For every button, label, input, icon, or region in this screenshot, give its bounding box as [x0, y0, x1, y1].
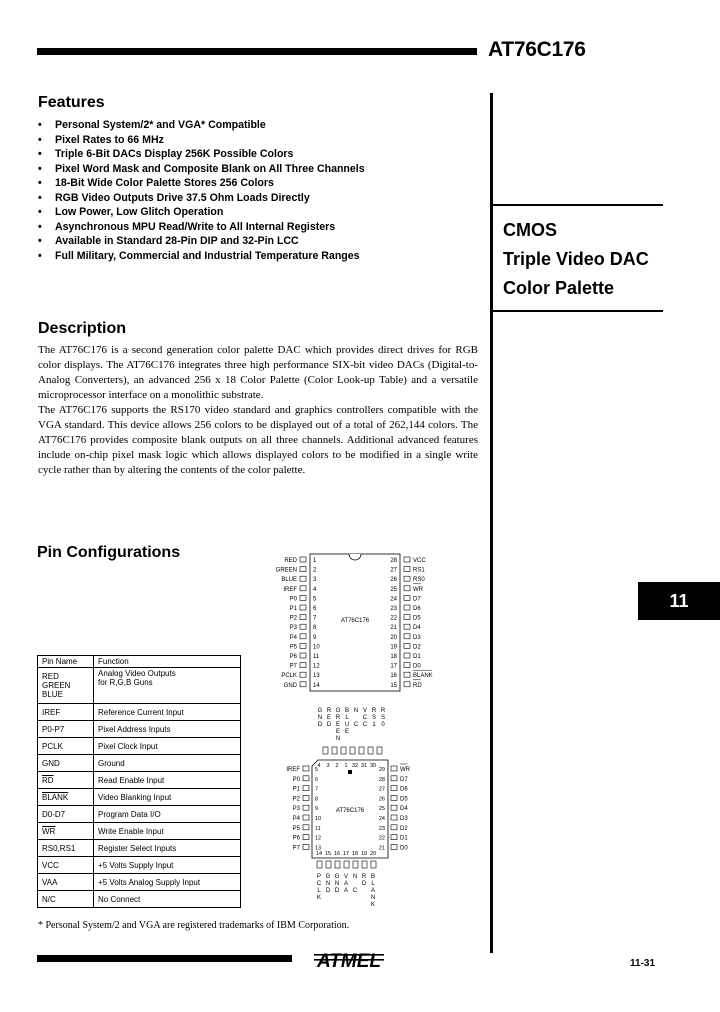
- lcc-pin-pad: [303, 766, 309, 771]
- lcc-pin-pad: [371, 861, 376, 868]
- dip-pin-number: 9: [313, 634, 317, 641]
- dip-pin-number: 24: [390, 596, 397, 603]
- lcc-chip-label: AT76C176: [335, 808, 365, 814]
- lcc-top-pin-name: E: [335, 729, 341, 735]
- lcc-top-pin-name: E: [344, 729, 350, 735]
- list-item: • Triple 6-Bit DACs Display 256K Possible Colors: [38, 147, 478, 162]
- lcc-pin-pad: [391, 835, 397, 840]
- lcc-pin-pad: [344, 861, 349, 868]
- dip-pin-pad: [300, 557, 306, 562]
- lcc-bottom-pin-name: P: [316, 874, 322, 880]
- dip-pin-number: 22: [390, 615, 397, 622]
- dip-pin-number: 8: [313, 625, 317, 632]
- list-item: • 18-Bit Wide Color Palette Stores 256 Colors: [38, 176, 478, 191]
- dip-pin-pad: [404, 634, 410, 639]
- dip-pin-name: BLANK: [413, 673, 433, 680]
- logo-text: ATMEL: [316, 951, 382, 972]
- lcc-pin-number: 27: [378, 786, 385, 793]
- footer-rule: [37, 955, 292, 962]
- lcc-pin-pad: [303, 805, 309, 810]
- lcc-index-mark: [348, 770, 352, 774]
- dip-pin-name: D7: [413, 596, 421, 603]
- lcc-pin-number: 30: [369, 763, 377, 769]
- lcc-pin-name: D3: [400, 816, 408, 822]
- dip-pin-number: 1: [313, 558, 317, 564]
- lcc-pin-name: P3: [292, 806, 300, 813]
- table-row: [38, 755, 241, 772]
- lcc-pin-pad: [391, 815, 397, 820]
- lcc-bottom-pin-name: C: [352, 888, 358, 894]
- dip-pin-name: GND: [283, 682, 297, 689]
- dip-pin-pad: [404, 643, 410, 648]
- pin-function: Video Blanking Input: [94, 789, 241, 806]
- dip-pin-pad: [300, 567, 306, 572]
- sidebar-title-line-2: Triple Video DAC: [503, 249, 649, 269]
- lcc-top-pin-name: E: [326, 715, 332, 721]
- lcc-pin-pad: [359, 747, 364, 754]
- dip-pin-name: D4: [413, 625, 421, 632]
- lcc-pin-name: D6: [400, 786, 408, 793]
- lcc-pin-pad: [391, 795, 397, 800]
- dip-pin-name: P6: [289, 654, 297, 660]
- dip-pin-name: D6: [413, 606, 421, 612]
- lcc-top-pin-name: C: [362, 722, 368, 728]
- footnote: * Personal System/2 and VGA are registered trademarks of IBM Corporation.: [38, 920, 350, 931]
- dip-pin-pad: [404, 615, 410, 620]
- lcc-pin-number: 28: [378, 776, 385, 783]
- table-header: Pin Name: [38, 656, 94, 668]
- lcc-bottom-pin-name: D: [334, 888, 340, 894]
- dip-pin-pad: [404, 682, 410, 687]
- dip-pin-pad: [404, 624, 410, 629]
- list-item: • Available in Standard 28-Pin DIP and 32-Pin LCC: [38, 234, 478, 249]
- lcc-pin-number: 8: [315, 796, 319, 803]
- lcc-pin-pad: [353, 861, 358, 868]
- dip-pin-number: 11: [313, 654, 320, 660]
- lcc-pin-number: 31: [360, 763, 368, 769]
- sidebar-rule-bottom: [493, 310, 663, 312]
- dip-pin-number: 16: [390, 673, 397, 680]
- lcc-bottom-pin-name: G: [325, 874, 331, 880]
- list-item: • Personal System/2* and VGA* Compatible: [38, 118, 478, 133]
- sidebar-divider: [490, 93, 493, 953]
- dip-pin-name: WR: [413, 586, 423, 593]
- lcc-pin-number: 17: [342, 851, 350, 857]
- lcc-pin-number: 14: [315, 851, 323, 857]
- lcc-top-pin-name: S: [380, 715, 386, 721]
- lcc-top-pin-name: U: [344, 722, 350, 728]
- dip-pin-name: RS1: [413, 567, 425, 574]
- lcc-bottom-pin-name: A: [343, 888, 349, 894]
- pin-function: Pixel Clock Input: [94, 738, 241, 755]
- lcc-top-pin-name: L: [345, 715, 349, 721]
- dip-pin-number: 3: [313, 577, 317, 584]
- lcc-bottom-pin-name: G: [334, 874, 340, 880]
- dip-pin-number: 28: [390, 558, 397, 564]
- dip-pin-pad: [404, 557, 410, 562]
- lcc-pin-number: 29: [378, 767, 385, 773]
- lcc-pin-pad: [335, 861, 340, 868]
- dip-pin-pad: [300, 653, 306, 658]
- lcc-pin-pad: [368, 747, 373, 754]
- lcc-top-pin-name: 0: [381, 722, 385, 728]
- dip-pin-pad: [404, 595, 410, 600]
- lcc-pin-pad: [391, 825, 397, 830]
- lcc-pin-pad: [303, 825, 309, 830]
- section-tab: 11: [638, 582, 720, 620]
- atmel-logo: [314, 947, 384, 972]
- lcc-pin-number: 5: [315, 767, 319, 773]
- lcc-top-pin-name: E: [335, 722, 341, 728]
- dip-chip-label: AT76C176: [340, 618, 370, 624]
- dip-pin-number: 21: [390, 625, 397, 632]
- lcc-bottom-pin-name: N: [325, 881, 331, 887]
- lcc-top-pin-name: C: [362, 715, 368, 721]
- pin-name: VCC: [38, 857, 94, 874]
- dip-pin-pad: [404, 576, 410, 581]
- pin-function: +5 Volts Supply Input: [94, 857, 241, 874]
- list-item: • RGB Video Outputs Drive 37.5 Ohm Loads Directly: [38, 191, 478, 206]
- dip-pin-name: D1: [413, 654, 421, 660]
- dip-pin-name: PCLK: [281, 673, 297, 680]
- header-rule: [37, 48, 477, 55]
- dip-pin-number: 17: [390, 663, 397, 670]
- lcc-pin-number: 20: [369, 851, 377, 857]
- description-body: [38, 343, 478, 478]
- lcc-top-pin-name: R: [335, 715, 341, 721]
- lcc-pin-number: 10: [315, 816, 322, 822]
- dip-pin-number: 19: [390, 644, 397, 651]
- dip-pin-pad: [300, 634, 306, 639]
- list-item: • Pixel Rates to 66 MHz: [38, 133, 478, 148]
- lcc-bottom-pin-name: C: [316, 881, 322, 887]
- lcc-top-pin-name: G: [335, 708, 341, 714]
- pin-name: RED GREEN BLUE: [38, 668, 94, 704]
- table-row: [38, 874, 241, 891]
- lcc-pin-name: P0: [292, 776, 300, 783]
- table-row: [38, 668, 241, 704]
- sidebar-title-line-1: CMOS: [503, 220, 557, 240]
- pin-name: RS0,RS1: [38, 840, 94, 857]
- dip-pin-name: D2: [413, 644, 421, 651]
- pin-table: [37, 655, 241, 908]
- lcc-pinout-diagram: [255, 705, 435, 920]
- lcc-pin-number: 24: [378, 816, 385, 822]
- lcc-pin-pad: [303, 844, 309, 849]
- lcc-pin-pad: [350, 747, 355, 754]
- table-row: [38, 772, 241, 789]
- lcc-pin-number: 3: [326, 763, 330, 769]
- lcc-bottom-pin-name: N: [352, 874, 358, 880]
- lcc-pin-number: 18: [351, 851, 359, 857]
- pin-function: +5 Volts Analog Supply Input: [94, 874, 241, 891]
- dip-pin-number: 14: [313, 682, 320, 689]
- lcc-bottom-pin-name: K: [316, 895, 322, 901]
- pin-function: Program Data I/O: [94, 806, 241, 823]
- features-heading: Features: [38, 94, 105, 111]
- dip-pin-name: P1: [289, 606, 297, 612]
- lcc-bottom-pin-name: A: [343, 881, 349, 887]
- lcc-pin-name: WR: [400, 767, 410, 773]
- lcc-top-pin-name: G: [317, 708, 323, 714]
- dip-pin-name: P7: [289, 663, 297, 670]
- lcc-pin-number: 19: [360, 851, 368, 857]
- pin-function: Ground: [94, 755, 241, 772]
- dip-pin-pad: [300, 595, 306, 600]
- pin-name: P0-P7: [38, 721, 94, 738]
- dip-pin-name: BLUE: [281, 577, 297, 584]
- lcc-pin-number: 2: [335, 763, 339, 769]
- dip-pin-pad: [300, 682, 306, 687]
- dip-pin-name: D0: [413, 663, 421, 670]
- dip-pin-pad: [404, 672, 410, 677]
- lcc-pin-name: IREF: [286, 767, 300, 773]
- pin-function: No Connect: [94, 891, 241, 908]
- lcc-top-pin-name: V: [362, 708, 368, 714]
- lcc-pin-pad: [391, 776, 397, 781]
- dip-pin-pad: [404, 653, 410, 658]
- lcc-top-pin-name: N: [335, 736, 341, 742]
- dip-pin-number: 25: [390, 586, 397, 593]
- pin-name: D0-D7: [38, 806, 94, 823]
- lcc-bottom-pin-name: D: [325, 888, 331, 894]
- dip-pin-name: D3: [413, 634, 421, 641]
- dip-pin-number: 26: [390, 577, 397, 584]
- lcc-pin-name: D4: [400, 806, 408, 813]
- dip-pin-name: D5: [413, 615, 421, 622]
- lcc-pin-number: 9: [315, 806, 319, 813]
- dip-pin-pad: [300, 643, 306, 648]
- table-row: [38, 857, 241, 874]
- table-row: [38, 840, 241, 857]
- pin-name: IREF: [38, 704, 94, 721]
- lcc-bottom-pin-name: D: [361, 881, 367, 887]
- dip-pin-pad: [300, 576, 306, 581]
- dip-pin-name: RED: [284, 558, 297, 564]
- lcc-pin-name: P4: [292, 816, 300, 822]
- dip-pin-name: P0: [289, 596, 297, 603]
- description-paragraph: The AT76C176 supports the RS170 video standard and graphics controllers compatible with the VGA standard. This device allows 256 colors to be displayed out of a total of 262,144 colors. The AT76C176 provides composite blank outputs on all three channels. Additional advanced features include on-chip pixel mask logic which allows displayed colors to be modified in a single write cycle rather than by altering the contents of the color palette.: [38, 404, 478, 476]
- description-heading: Description: [38, 320, 127, 337]
- lcc-bottom-pin-name: N: [370, 895, 376, 901]
- lcc-bottom-pin-name: L: [317, 888, 321, 894]
- page-number: 11-31: [630, 958, 656, 969]
- dip-pin-name: P5: [289, 644, 297, 651]
- dip-pin-number: 27: [390, 567, 397, 574]
- pin-function: Reference Current Input: [94, 704, 241, 721]
- dip-pin-pad: [404, 586, 410, 591]
- table-row: [38, 806, 241, 823]
- lcc-pin-number: 22: [378, 835, 385, 842]
- dip-pin-pad: [404, 567, 410, 572]
- dip-pin-number: 7: [313, 615, 317, 622]
- lcc-pin-pad: [391, 786, 397, 791]
- lcc-bottom-pin-name: N: [334, 881, 340, 887]
- table-header-row: [38, 656, 241, 668]
- lcc-pin-number: 11: [315, 825, 321, 832]
- lcc-top-pin-name: 1: [372, 722, 376, 728]
- dip-pin-name: IREF: [283, 586, 297, 593]
- dip-pin-pad: [404, 605, 410, 610]
- lcc-pin-pad: [362, 861, 367, 868]
- lcc-pin-pad: [326, 861, 331, 868]
- lcc-pin-number: 32: [351, 763, 359, 769]
- lcc-bottom-pin-name: V: [343, 874, 349, 880]
- dip-pin-number: 4: [313, 586, 317, 593]
- dip-pin-pad: [404, 663, 410, 668]
- pin-name: BLANK: [38, 789, 94, 806]
- dip-pin-number: 2: [313, 567, 317, 574]
- pin-function: Register Select Inputs: [94, 840, 241, 857]
- dip-pin-number: 12: [313, 663, 320, 670]
- dip-pin-pad: [300, 586, 306, 591]
- pin-function: Read Enable Input: [94, 772, 241, 789]
- dip-pin-number: 10: [313, 644, 320, 651]
- table-row: [38, 823, 241, 840]
- lcc-pin-name: D7: [400, 776, 408, 783]
- lcc-pin-name: P6: [292, 835, 300, 842]
- part-number: AT76C176: [488, 38, 586, 61]
- lcc-pin-pad: [341, 747, 346, 754]
- lcc-bottom-pin-name: B: [370, 874, 376, 880]
- lcc-pin-pad: [303, 786, 309, 791]
- pin-name: $\overline{WR}$: [38, 823, 94, 840]
- dip-pin-name: P3: [289, 625, 297, 632]
- table-header: Function: [94, 656, 241, 668]
- lcc-pin-number: 26: [378, 796, 385, 803]
- pin-function: Write Enable Input: [94, 823, 241, 840]
- list-item: • Asynchronous MPU Read/Write to All Internal Registers: [38, 220, 478, 235]
- lcc-pin-number: 21: [378, 845, 385, 852]
- lcc-top-pin-name: R: [380, 708, 386, 714]
- dip-pin-pad: [300, 605, 306, 610]
- lcc-top-pin-name: C: [353, 722, 359, 728]
- pin-name: $\overline{RD}$: [38, 772, 94, 789]
- lcc-pin-name: D2: [400, 825, 408, 832]
- lcc-top-pin-name: R: [371, 708, 377, 714]
- pin-name: VAA: [38, 874, 94, 891]
- lcc-top-pin-name: R: [326, 708, 332, 714]
- dip-pin-number: 20: [390, 634, 397, 641]
- lcc-pin-name: D1: [400, 835, 408, 842]
- dip-pin-name: P2: [289, 615, 297, 622]
- features-list: [38, 118, 478, 263]
- dip-notch: [349, 554, 361, 560]
- dip-pin-number: 18: [390, 654, 397, 660]
- dip-pin-number: 23: [390, 606, 397, 612]
- lcc-bottom-pin-name: L: [371, 881, 375, 887]
- pin-function: Analog Video Outputs for R,G,B Guns: [94, 668, 241, 704]
- pin-function: Pixel Address Inputs: [94, 721, 241, 738]
- lcc-pin-number: 1: [344, 763, 348, 769]
- dip-pin-number: 15: [390, 682, 397, 689]
- lcc-pin-number: 23: [378, 825, 385, 832]
- lcc-pin-name: D0: [400, 845, 408, 852]
- dip-pin-name: GREEN: [275, 567, 297, 574]
- list-item: • Low Power, Low Glitch Operation: [38, 205, 478, 220]
- list-item: • Pixel Word Mask and Composite Blank on All Three Channels: [38, 162, 478, 177]
- lcc-bottom-pin-name: K: [370, 902, 376, 908]
- dip-pin-number: 13: [313, 673, 320, 680]
- pin-name: N/C: [38, 891, 94, 908]
- lcc-pin-pad: [317, 861, 322, 868]
- table-row: [38, 789, 241, 806]
- pin-name: GND: [38, 755, 94, 772]
- lcc-pin-pad: [303, 776, 309, 781]
- lcc-top-pin-name: S: [371, 715, 377, 721]
- lcc-pin-name: P1: [292, 786, 300, 793]
- lcc-pin-pad: [332, 747, 337, 754]
- lcc-pin-number: 25: [378, 806, 385, 813]
- dip-pin-pad: [300, 624, 306, 629]
- lcc-pin-number: 7: [315, 786, 319, 793]
- lcc-top-pin-name: D: [317, 722, 323, 728]
- sidebar-rule-top: [493, 204, 663, 206]
- lcc-pin-pad: [391, 805, 397, 810]
- dip-pinout-diagram: [255, 550, 433, 695]
- lcc-pin-pad: [303, 815, 309, 820]
- lcc-top-pin-name: D: [326, 722, 332, 728]
- lcc-bottom-pin-name: R: [361, 874, 367, 880]
- lcc-pin-pad: [377, 747, 382, 754]
- sidebar-title-line-3: Color Palette: [503, 278, 615, 298]
- lcc-pin-number: 15: [324, 851, 332, 857]
- lcc-pin-number: 6: [315, 776, 319, 783]
- dip-pin-pad: [300, 615, 306, 620]
- lcc-top-pin-name: N: [353, 708, 359, 714]
- dip-pin-name: P4: [289, 634, 297, 641]
- pin-config-heading: Pin Configurations: [37, 544, 181, 561]
- lcc-pin-name: P2: [292, 796, 300, 803]
- dip-pin-number: 6: [313, 606, 317, 612]
- table-row: [38, 738, 241, 755]
- lcc-pin-pad: [391, 766, 397, 771]
- dip-pin-pad: [300, 663, 306, 668]
- table-row: [38, 704, 241, 721]
- list-item: • Full Military, Commercial and Industrial Temperature Ranges: [38, 249, 478, 264]
- lcc-bottom-pin-name: A: [370, 888, 376, 894]
- lcc-pin-name: D5: [400, 796, 408, 803]
- table-row: [38, 891, 241, 908]
- lcc-pin-pad: [303, 795, 309, 800]
- dip-pin-pad: [300, 672, 306, 677]
- lcc-top-pin-name: B: [344, 708, 350, 714]
- lcc-pin-name: P7: [292, 845, 300, 852]
- table-row: [38, 721, 241, 738]
- lcc-pin-pad: [391, 844, 397, 849]
- pin-name: PCLK: [38, 738, 94, 755]
- dip-pin-number: 5: [313, 596, 317, 603]
- dip-pin-name: RD: [413, 682, 422, 689]
- lcc-pin-name: P5: [292, 825, 300, 832]
- lcc-pin-number: 13: [315, 845, 322, 852]
- lcc-top-pin-name: N: [317, 715, 323, 721]
- lcc-pin-number: 4: [317, 763, 321, 769]
- dip-pin-name: RS0: [413, 577, 425, 584]
- lcc-pin-number: 16: [333, 851, 341, 857]
- description-paragraph: The AT76C176 is a second generation color palette DAC which provides direct drives for RGB color displays. The AT76C176 integrates three high performance SIX-bit video DACs (Digital-to-Analog Converters), an advanced 256 x 18 Color Palette (Color Look-up Table) and a versatile microprocessor interface on a monolithic substrate.: [38, 344, 478, 401]
- dip-pin-name: VCC: [413, 558, 426, 564]
- lcc-pin-number: 12: [315, 835, 322, 842]
- lcc-pin-pad: [303, 835, 309, 840]
- lcc-pin-pad: [323, 747, 328, 754]
